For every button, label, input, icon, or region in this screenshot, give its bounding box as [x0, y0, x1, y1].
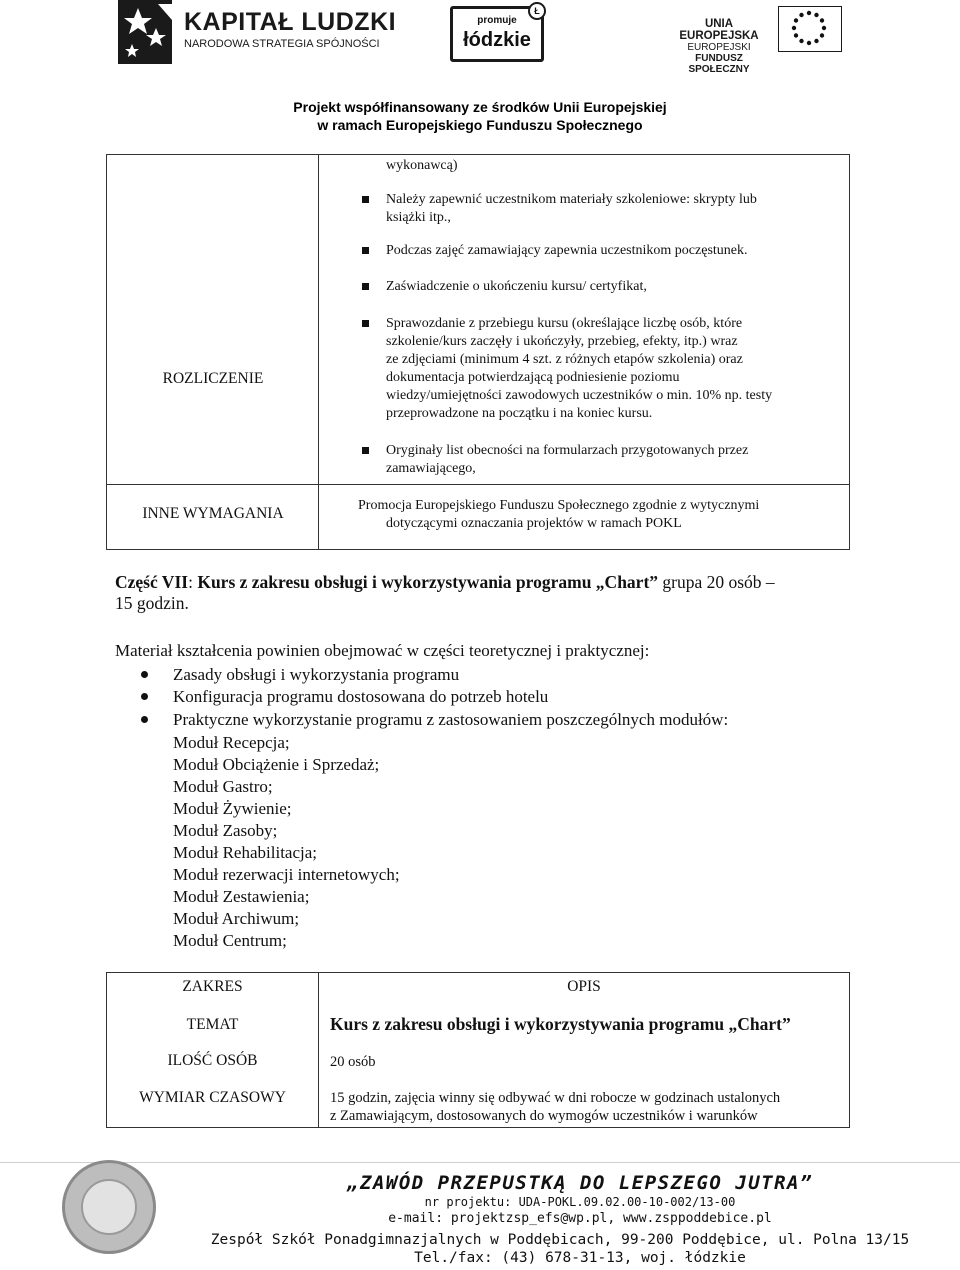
eu-text-block: [668, 18, 770, 75]
school-seal-center-icon: [81, 1179, 137, 1235]
section-heading: [115, 572, 855, 614]
list-item: Oryginały list obecności na formularzach przygotowanych przez: [386, 443, 749, 458]
list-item-continued: książki itp.,: [386, 210, 451, 225]
module-item: Moduł Zestawienia;: [173, 887, 310, 906]
inne-wymagania-text-1: Promocja Europejskiego Funduszu Społecznego zgodnie z wytycznymi: [358, 498, 760, 513]
section-bullet: Praktyczne wykorzystanie programu z zastosowaniem poszczególnych modułów:: [173, 710, 729, 729]
round-bullet-icon: [141, 716, 148, 723]
footer-divider: [0, 1162, 960, 1163]
module-list: [173, 732, 400, 952]
square-bullet-icon: [362, 447, 369, 454]
square-bullet-icon: [362, 283, 369, 290]
list-item-continued: ze zdjęciami (minimum 4 szt. z różnych etapów szkolenia) oraz: [386, 352, 743, 367]
kapital-ludzki-logo: [118, 0, 397, 64]
section-heading-tail: grupa 20 osób –: [658, 572, 775, 592]
eu-line-3: FUNDUSZ SPOŁECZNY: [688, 53, 750, 75]
lodzkie-promuje-text: promuje: [477, 15, 517, 26]
kapital-ludzki-flag-icon: [118, 0, 172, 64]
school-seal-icon: [62, 1160, 156, 1254]
round-bullet-icon: [141, 671, 148, 678]
section-heading-line-2: 15 godzin.: [115, 593, 189, 613]
eu-flag-icon: [778, 6, 842, 52]
eu-line-1: UNIA EUROPEJSKA: [679, 18, 759, 42]
wymiar-czasowy-value-1: 15 godzin, zajęcia winny się odbywać w dni robocze w godzinach ustalonych: [330, 1090, 781, 1106]
kapital-ludzki-title: KAPITAŁ LUDZKI: [184, 8, 397, 36]
lodzkie-name-text: łódzkie: [463, 29, 531, 51]
kapital-ludzki-subtitle: NARODOWA STRATEGIA SPÓJNOŚCI: [184, 38, 380, 50]
project-header-line-2: w ramach Europejskiego Funduszu Społecznego: [317, 117, 643, 133]
ilosc-osob-label: ILOŚĆ OSÓB: [167, 1052, 258, 1069]
section-bullet: Konfiguracja programu dostosowana do potrzeb hotelu: [173, 687, 549, 706]
section-intro: Materiał kształcenia powinien obejmować w części teoretycznej i praktycznej:: [115, 641, 650, 660]
continuation-text: wykonawcą): [386, 158, 458, 173]
eu-line-2: EUROPEJSKI: [687, 42, 751, 53]
square-bullet-icon: [362, 247, 369, 254]
section-bullet: Zasady obsługi i wykorzystania programu: [173, 665, 460, 684]
round-bullet-icon: [141, 693, 148, 700]
square-bullet-icon: [362, 320, 369, 327]
section-heading-part: Część VII: [115, 572, 189, 592]
inne-wymagania-label: INNE WYMAGANIA: [142, 505, 284, 522]
footer-slogan: „ZAWÓD PRZEPUSTKĄ DO LEPSZEGO JUTRA”: [347, 1172, 813, 1194]
project-header-line-1: Projekt współfinansowany ze środków Unii Europejskiej: [293, 99, 667, 115]
module-item: Moduł Zasoby;: [173, 821, 278, 840]
list-item-continued: szkolenie/kurs zaczęły i ukończyły, przebieg, efekty, itp.) wraz: [386, 334, 738, 349]
module-item: Moduł Gastro;: [173, 777, 273, 796]
project-header: [0, 98, 960, 134]
module-item: Moduł Recepcja;: [173, 733, 290, 752]
requirements-table-row-divider: [106, 484, 850, 485]
module-item: Moduł Żywienie;: [173, 799, 292, 818]
list-item-continued: wiedzy/umiejętności zawodowych uczestników o min. 10% np. testy: [386, 388, 773, 403]
rozliczenie-label: ROZLICZENIE: [162, 370, 264, 387]
list-item: Sprawozdanie z przebiegu kursu (określające liczbę osób, które: [386, 316, 743, 331]
footer-email: e-mail: projektzsp_efs@wp.pl, www.zsppoddebice.pl: [388, 1211, 772, 1226]
ilosc-osob-value: 20 osób: [330, 1054, 376, 1070]
lodzkie-mark-icon: Ł: [528, 2, 546, 20]
section-heading-title: Kurs z zakresu obsługi i wykorzystywania programu „Chart”: [197, 572, 659, 592]
list-item: Zaświadczenie o ukończeniu kursu/ certyfikat,: [386, 279, 647, 294]
inne-wymagania-text-2: dotyczącymi oznaczania projektów w ramach POKL: [386, 516, 682, 531]
column-header-zakres: ZAKRES: [182, 978, 243, 995]
temat-value: Kurs z zakresu obsługi i wykorzystywania programu „Chart”: [330, 1014, 791, 1034]
module-item: Moduł Centrum;: [173, 931, 287, 950]
section-heading-colon: :: [188, 572, 198, 592]
footer-project-number: nr projektu: UDA-POKL.09.02.00-10-002/13-00: [424, 1195, 736, 1209]
column-header-opis: OPIS: [567, 978, 601, 995]
square-bullet-icon: [362, 196, 369, 203]
footer-school-address: Zespół Szkół Ponadgimnazjalnych w Poddębicach, 99-200 Poddębice, ul. Polna 13/15: [210, 1232, 910, 1248]
wymiar-czasowy-label: WYMIAR CZASOWY: [139, 1089, 286, 1106]
temat-label: TEMAT: [186, 1016, 239, 1033]
list-item-continued: przeprowadzone na początku i na koniec kursu.: [386, 406, 653, 421]
module-item: Moduł Rehabilitacja;: [173, 843, 317, 862]
list-item: Należy zapewnić uczestnikom materiały szkoleniowe: skrypty lub: [386, 192, 757, 207]
list-item: Podczas zajęć zamawiający zapewnia uczestnikom poczęstunek.: [386, 243, 748, 258]
module-item: Moduł Archiwum;: [173, 909, 300, 928]
module-item: Moduł rezerwacji internetowych;: [173, 865, 400, 884]
requirements-table-column-divider: [318, 154, 319, 550]
list-item-continued: dokumentacja potwierdzającą podniesienie poziomu: [386, 370, 680, 385]
module-item: Moduł Obciążenie i Sprzedaż;: [173, 755, 380, 774]
footer-phone: Tel./fax: (43) 678-31-13, woj. łódzkie: [414, 1250, 746, 1266]
wymiar-czasowy-value-2: z Zamawiającym, dostosowanych do wymogów uczestników i warunków: [330, 1108, 758, 1124]
list-item-continued: zamawiającego,: [386, 461, 476, 476]
